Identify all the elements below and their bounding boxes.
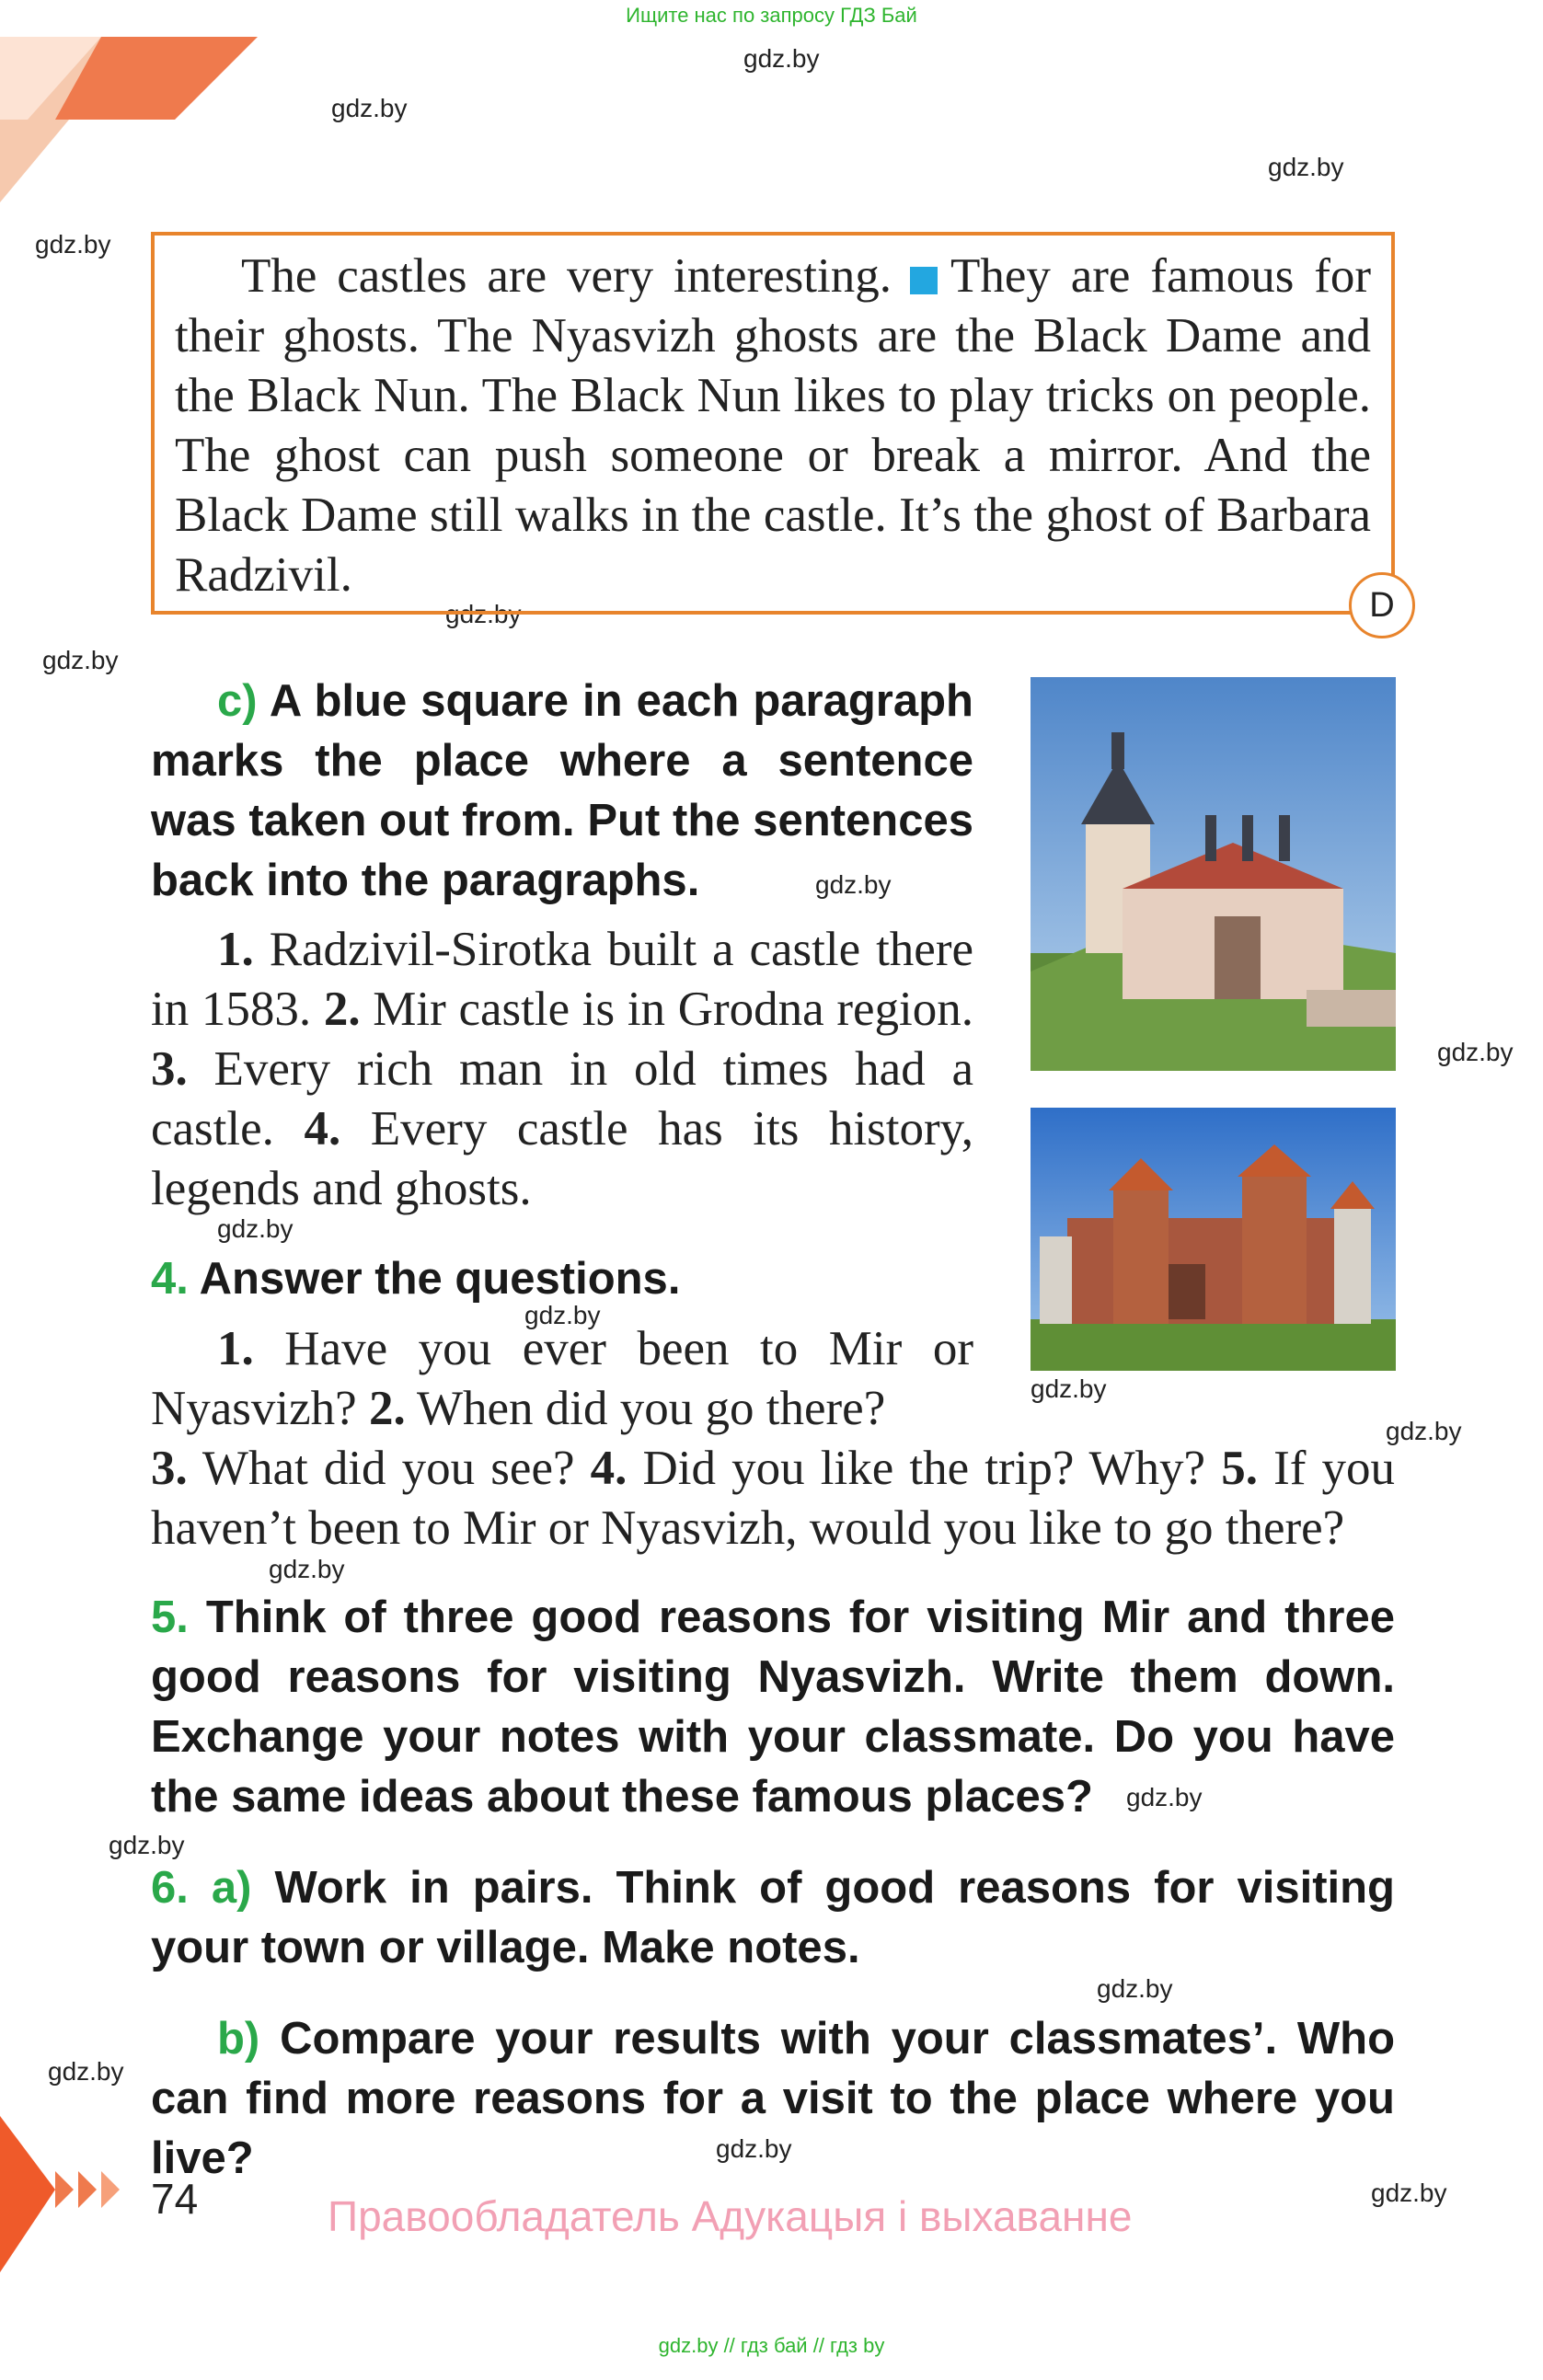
watermark: gdz.by — [331, 94, 408, 122]
mir-castle-photo — [1031, 1108, 1396, 1371]
text-box-paragraph — [175, 247, 1371, 605]
watermark: gdz.by — [445, 600, 522, 628]
watermark: gdz.by — [217, 1214, 294, 1243]
task-6b-text: Compare your results with your classmates’. Who can find more reasons for a visit to the place where you live? — [151, 2014, 1395, 2183]
watermark: gdz.by — [1126, 1783, 1203, 1811]
top-banner[interactable]: Ищите нас по запросу ГДЗ Бай — [626, 4, 917, 27]
task-6a-label: 6. a) — [151, 1863, 252, 1913]
watermark: gdz.by — [35, 230, 111, 259]
questions-part2: 3. What did you see? 4. Did you like the trip? Why? 5. If you haven’t been to Mir or Nyasvizh, would you like to go there? — [151, 1442, 1395, 1555]
task-5-text: Think of three good reasons for visiting Mir and three good reasons for visiting Nyasvizh. Write them down. Exchange your notes with your classmate. Do you have the same ideas about these famous places? — [151, 1592, 1395, 1822]
watermark: gdz.by — [1371, 2179, 1447, 2207]
watermark: gdz.by — [524, 1301, 601, 1329]
watermark: gdz.by — [48, 2057, 124, 2086]
corner-decoration-bottom — [0, 2116, 138, 2282]
watermark: gdz.by — [716, 2134, 792, 2163]
box-text-part1: The castles are very interesting. — [241, 249, 892, 303]
task-c — [151, 672, 973, 911]
task-6b-label: b) — [217, 2014, 260, 2064]
watermark: gdz.by — [269, 1555, 345, 1583]
task-4 — [151, 1249, 973, 1309]
footer-links[interactable]: gdz.by // гдз бай // гдз by — [658, 2334, 885, 2357]
watermark: gdz.by — [1268, 153, 1344, 181]
task-6a-text: Work in pairs. Think of good reasons for visiting your town or village. Make notes. — [151, 1863, 1395, 1972]
watermark: gdz.by — [109, 1831, 185, 1859]
task-6a — [151, 1858, 1395, 1978]
copyright-line: Правообладатель Адукацыя і выхаванне — [328, 2192, 1133, 2240]
nyasvizh-castle-photo — [1031, 677, 1396, 1071]
blue-square-icon — [910, 267, 938, 294]
watermark: gdz.by — [1031, 1374, 1107, 1403]
task-4-label: 4. — [151, 1254, 189, 1304]
task-5-label: 5. — [151, 1592, 189, 1642]
task-6b — [151, 2009, 1395, 2189]
task-c-text: A blue square in each paragraph marks the place where a sentence was taken out from. Put the sentences back into the paragraphs. — [151, 676, 973, 905]
watermark: gdz.by — [815, 870, 892, 899]
page-number: 74 — [151, 2175, 199, 2223]
task-5 — [151, 1588, 1395, 1827]
watermark: gdz.by — [1097, 1974, 1173, 2003]
sentences-list: 1. Radzivil-Sirotka built a castle there in 1583. 2. Mir castle is in Grodna region. 3. Every rich man in old times had a castle. 4. Every castle has its history, legends and ghosts. — [151, 923, 974, 1215]
watermark: gdz.by — [42, 646, 119, 674]
watermark: gdz.by — [1386, 1417, 1462, 1445]
questions-part1: 1. Have you ever been to Mir or Nyasvizh? 2. When did you go there? — [151, 1322, 973, 1435]
corner-decoration-top — [0, 0, 258, 212]
watermark: gdz.by — [1437, 1038, 1514, 1066]
paragraph-letter-badge: D — [1349, 572, 1415, 638]
box-text-part2: They are famous for their ghosts. The Nyasvizh ghosts are the Black Dame and the Black Nun. The Black Nun likes to play tricks on people. The ghost can push someone or break a mirror. And the Black Dame still walks in the castle. It’s the ghost of Barbara Radzivil. — [175, 249, 1372, 602]
task-c-label: c) — [217, 676, 258, 726]
task-4-text: Answer the questions. — [199, 1254, 681, 1304]
watermark: gdz.by — [743, 44, 820, 73]
